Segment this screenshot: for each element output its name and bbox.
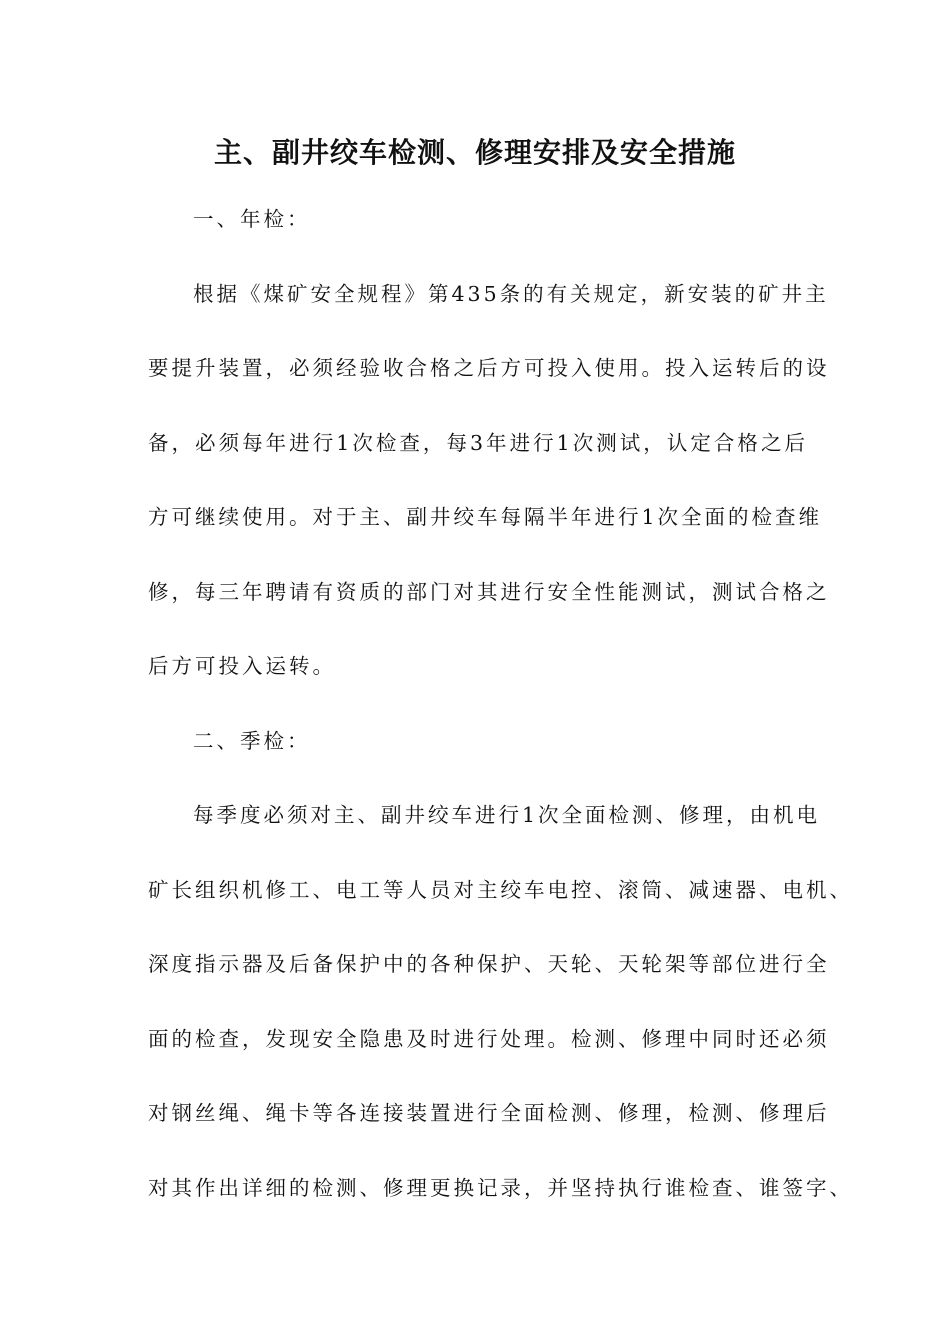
paragraph — [148, 778, 853, 1225]
paragraph-line: 要提升装置，必须经验收合格之后方可投入使用。投入运转后的设 — [148, 356, 830, 380]
paragraph-line: 深度指示器及后备保护中的各种保护、天轮、天轮架等部位进行全 — [148, 952, 830, 976]
paragraph-line: 备，必须每年进行1次检查，每3年进行1次测试，认定合格之后 — [148, 430, 808, 455]
paragraph-line: 每季度必须对主、副井绞车进行1次全面检测、修理，由机电 — [193, 803, 821, 827]
paragraph-line: 矿长组织机修工、电工等人员对主绞车电控、滚筒、减速器、电机、 — [148, 877, 853, 902]
document-title: 主、副井绞车检测、修理安排及安全措施 — [213, 136, 736, 169]
section-heading: 一、年检： — [193, 207, 311, 231]
paragraph-line: 修，每三年聘请有资质的部门对其进行安全性能测试，测试合格之 — [148, 579, 830, 604]
document-body — [148, 182, 853, 1225]
paragraph — [148, 257, 830, 704]
section-quarterly-inspection — [148, 704, 853, 1226]
paragraph-line: 方可继续使用。对于主、副井绞车每隔半年进行1次全面的检查维 — [148, 505, 823, 529]
paragraph-line: 面的检查，发现安全隐患及时进行处理。检测、修理中同时还必须 — [148, 1026, 830, 1051]
paragraph-line: 对其作出详细的检测、修理更换记录，并坚持执行谁检查、谁签字、 — [148, 1175, 853, 1200]
paragraph-line: 对钢丝绳、绳卡等各连接装置进行全面检测、修理，检测、修理后 — [148, 1101, 830, 1125]
paragraph-line: 根据《煤矿安全规程》第435条的有关规定，新安装的矿井主 — [193, 281, 829, 306]
paragraph-line: 后方可投入运转。 — [148, 654, 336, 678]
section-annual-inspection — [148, 182, 830, 704]
section-heading: 二、季检： — [193, 728, 311, 753]
